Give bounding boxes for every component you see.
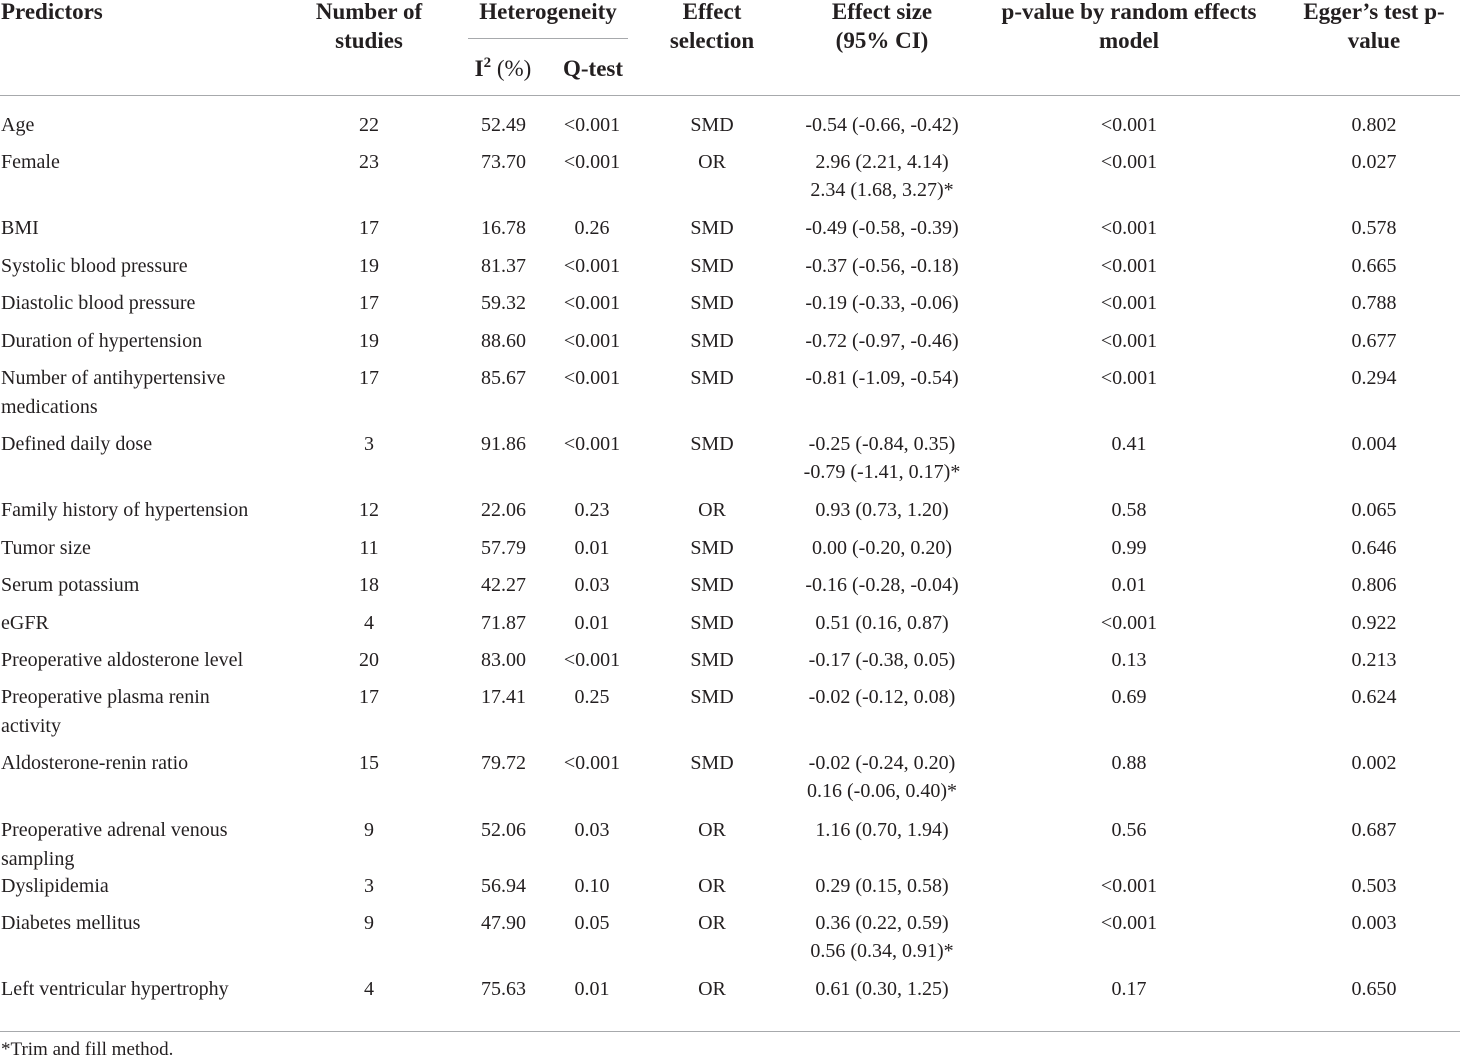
i2-cell: 52.49 <box>481 114 526 136</box>
q-cell: 0.03 <box>574 574 610 596</box>
header-heterogeneity: Heterogeneity <box>479 0 617 24</box>
egger-cell: 0.922 <box>1351 612 1397 634</box>
heterogeneity-rule <box>468 38 628 39</box>
i2-cell: 88.60 <box>481 330 526 352</box>
predictor-cell: Diabetes mellitus <box>1 912 141 934</box>
egger-cell: 0.002 <box>1351 752 1397 774</box>
q-cell: 0.03 <box>574 819 610 841</box>
effect-size-cell: 0.56 (0.34, 0.91)* <box>810 940 954 962</box>
i2-cell: 75.63 <box>481 978 526 1000</box>
n-cell: 3 <box>364 433 374 455</box>
effect-cell: OR <box>698 151 726 173</box>
effect-cell: OR <box>698 499 726 521</box>
effect-size-cell: -0.79 (-1.41, 0.17)* <box>803 461 961 483</box>
n-cell: 3 <box>364 875 374 897</box>
i2-cell: 83.00 <box>481 649 526 671</box>
q-cell: <0.001 <box>563 255 621 277</box>
predictor-cell: Preoperative aldosterone level <box>1 649 244 671</box>
n-cell: 9 <box>364 819 374 841</box>
p-cell: <0.001 <box>1100 330 1158 352</box>
predictor-cell: Duration of hypertension <box>1 330 203 352</box>
n-cell: 4 <box>364 612 374 634</box>
n-cell: 19 <box>359 330 379 352</box>
predictor-cell: Diastolic blood pressure <box>1 292 196 314</box>
effect-size-cell: 0.93 (0.73, 1.20) <box>815 499 949 521</box>
n-cell: 19 <box>359 255 379 277</box>
header-number-of-studies: Number of studies <box>315 0 423 53</box>
p-cell: <0.001 <box>1100 255 1158 277</box>
p-cell: 0.58 <box>1111 499 1147 521</box>
effect-size-cell: -0.19 (-0.33, -0.06) <box>805 292 959 314</box>
effect-cell: SMD <box>690 217 734 239</box>
effect-size-cell: 0.16 (-0.06, 0.40)* <box>807 780 957 802</box>
q-cell: 0.10 <box>574 875 610 897</box>
predictor-cell: Number of antihypertensive medications <box>1 367 226 418</box>
p-cell: 0.13 <box>1111 649 1147 671</box>
i2-cell: 57.79 <box>481 537 526 559</box>
i2-cell: 91.86 <box>481 433 526 455</box>
q-cell: 0.23 <box>574 499 610 521</box>
effect-cell: SMD <box>690 686 734 708</box>
q-cell: <0.001 <box>563 114 621 136</box>
n-cell: 20 <box>359 649 379 671</box>
p-cell: <0.001 <box>1100 114 1158 136</box>
predictor-cell: Preoperative adrenal venous sampling <box>1 819 228 870</box>
p-cell: 0.01 <box>1111 574 1147 596</box>
n-cell: 22 <box>359 114 379 136</box>
effect-size-cell: -0.49 (-0.58, -0.39) <box>805 217 959 239</box>
egger-cell: 0.027 <box>1351 151 1397 173</box>
q-cell: 0.25 <box>574 686 610 708</box>
effect-size-cell: 0.51 (0.16, 0.87) <box>815 612 949 634</box>
egger-cell: 0.213 <box>1351 649 1397 671</box>
egger-cell: 0.294 <box>1351 367 1397 389</box>
p-cell: 0.17 <box>1111 978 1147 1000</box>
p-cell: <0.001 <box>1100 912 1158 934</box>
effect-size-cell: 0.61 (0.30, 1.25) <box>815 978 949 1000</box>
effect-size-cell: -0.02 (-0.24, 0.20) <box>808 752 956 774</box>
egger-cell: 0.806 <box>1351 574 1397 596</box>
effect-cell: SMD <box>690 649 734 671</box>
q-cell: <0.001 <box>563 752 621 774</box>
n-cell: 11 <box>359 537 379 559</box>
n-cell: 9 <box>364 912 374 934</box>
p-cell: <0.001 <box>1100 875 1158 897</box>
p-cell: <0.001 <box>1100 217 1158 239</box>
q-cell: 0.05 <box>574 912 610 934</box>
predictor-cell: Dyslipidemia <box>1 875 109 897</box>
effect-cell: SMD <box>690 114 734 136</box>
effect-size-cell: -0.72 (-0.97, -0.46) <box>805 330 959 352</box>
p-cell: 0.41 <box>1111 433 1147 455</box>
effect-cell: OR <box>698 875 726 897</box>
n-cell: 15 <box>359 752 379 774</box>
egger-cell: 0.065 <box>1351 499 1397 521</box>
egger-cell: 0.624 <box>1351 686 1397 708</box>
i2-cell: 56.94 <box>481 875 526 897</box>
q-cell: 0.26 <box>574 217 610 239</box>
predictor-cell: Defined daily dose <box>1 433 153 455</box>
n-cell: 12 <box>359 499 379 521</box>
header-predictors: Predictors <box>1 0 103 24</box>
predictor-cell: eGFR <box>1 612 49 634</box>
effect-cell: OR <box>698 912 726 934</box>
p-cell: 0.69 <box>1111 686 1147 708</box>
effect-cell: SMD <box>690 255 734 277</box>
table-bottom-rule <box>0 1031 1460 1032</box>
header-bottom-rule <box>0 95 1460 96</box>
p-cell: <0.001 <box>1100 292 1158 314</box>
predictor-cell: Age <box>1 114 35 136</box>
effect-size-cell: 0.00 (-0.20, 0.20) <box>812 537 952 559</box>
effect-cell: OR <box>698 978 726 1000</box>
n-cell: 18 <box>359 574 379 596</box>
i2-cell: 47.90 <box>481 912 526 934</box>
egger-cell: 0.687 <box>1351 819 1397 841</box>
p-cell: <0.001 <box>1100 367 1158 389</box>
header-q-test: Q-test <box>562 56 624 81</box>
effect-size-cell: -0.16 (-0.28, -0.04) <box>805 574 959 596</box>
p-cell: <0.001 <box>1100 612 1158 634</box>
predictor-cell: Tumor size <box>1 537 91 559</box>
i2-cell: 42.27 <box>481 574 526 596</box>
q-cell: 0.01 <box>574 978 610 1000</box>
q-cell: <0.001 <box>563 151 621 173</box>
effect-cell: SMD <box>690 574 734 596</box>
predictor-cell: Female <box>1 151 60 173</box>
p-cell: <0.001 <box>1100 151 1158 173</box>
p-cell: 0.88 <box>1111 752 1147 774</box>
q-cell: <0.001 <box>563 367 621 389</box>
effect-size-cell: -0.17 (-0.38, 0.05) <box>808 649 956 671</box>
n-cell: 17 <box>359 217 379 239</box>
i2-cell: 22.06 <box>481 499 526 521</box>
effect-cell: SMD <box>690 367 734 389</box>
header-effect-selection: Effect selection <box>669 0 755 53</box>
predictor-cell: Systolic blood pressure <box>1 255 188 277</box>
i2-cell: 52.06 <box>481 819 526 841</box>
q-cell: <0.001 <box>563 292 621 314</box>
egger-cell: 0.650 <box>1351 978 1397 1000</box>
n-cell: 4 <box>364 978 374 1000</box>
predictor-cell: BMI <box>1 217 39 239</box>
predictor-cell: Left ventricular hypertrophy <box>1 978 229 1000</box>
egger-cell: 0.788 <box>1351 292 1397 314</box>
header-egger-p: Egger’s test p- value <box>1303 0 1445 53</box>
n-cell: 17 <box>359 367 379 389</box>
n-cell: 23 <box>359 151 379 173</box>
effect-size-cell: -0.02 (-0.12, 0.08) <box>808 686 956 708</box>
q-cell: <0.001 <box>563 649 621 671</box>
i2-cell: 79.72 <box>481 752 526 774</box>
n-cell: 17 <box>359 686 379 708</box>
header-p-random-effects: p-value by random effects model <box>1001 0 1257 53</box>
i2-cell: 16.78 <box>481 217 526 239</box>
effect-size-cell: 0.36 (0.22, 0.59) <box>815 912 949 934</box>
egger-cell: 0.503 <box>1351 875 1397 897</box>
predictor-cell: Family history of hypertension <box>1 499 249 521</box>
effect-size-cell: -0.37 (-0.56, -0.18) <box>805 255 959 277</box>
i2-cell: 81.37 <box>481 255 526 277</box>
predictor-cell: Preoperative plasma renin activity <box>1 686 210 737</box>
i2-cell: 17.41 <box>481 686 526 708</box>
footnote: *Trim and fill method. <box>1 1039 174 1060</box>
effect-cell: SMD <box>690 752 734 774</box>
effect-cell: SMD <box>690 330 734 352</box>
effect-size-cell: -0.81 (-1.09, -0.54) <box>805 367 959 389</box>
predictor-cell: Aldosterone-renin ratio <box>1 752 189 774</box>
predictor-cell: Serum potassium <box>1 574 140 596</box>
i2-cell: 59.32 <box>481 292 526 314</box>
effect-size-cell: 2.34 (1.68, 3.27)* <box>810 179 954 201</box>
i2-cell: 73.70 <box>481 151 526 173</box>
egger-cell: 0.003 <box>1351 912 1397 934</box>
p-cell: 0.56 <box>1111 819 1147 841</box>
effect-size-cell: -0.54 (-0.66, -0.42) <box>805 114 959 136</box>
header-effect-size: Effect size (95% CI) <box>831 0 933 53</box>
q-cell: <0.001 <box>563 330 621 352</box>
q-cell: 0.01 <box>574 612 610 634</box>
q-cell: <0.001 <box>563 433 621 455</box>
egger-cell: 0.578 <box>1351 217 1397 239</box>
effect-cell: SMD <box>690 433 734 455</box>
effect-size-cell: 0.29 (0.15, 0.58) <box>815 875 949 897</box>
effect-cell: SMD <box>690 537 734 559</box>
effect-cell: SMD <box>690 612 734 634</box>
egger-cell: 0.802 <box>1351 114 1397 136</box>
q-cell: 0.01 <box>574 537 610 559</box>
effect-size-cell: 2.96 (2.21, 4.14) <box>815 151 949 173</box>
effect-size-cell: -0.25 (-0.84, 0.35) <box>808 433 956 455</box>
i2-cell: 85.67 <box>481 367 526 389</box>
effect-cell: OR <box>698 819 726 841</box>
egger-cell: 0.677 <box>1351 330 1397 352</box>
egger-cell: 0.646 <box>1351 537 1397 559</box>
n-cell: 17 <box>359 292 379 314</box>
i2-cell: 71.87 <box>481 612 526 634</box>
egger-cell: 0.665 <box>1351 255 1397 277</box>
p-cell: 0.99 <box>1111 537 1147 559</box>
header-i2: $I^2$ (%) <box>474 55 532 81</box>
effect-cell: SMD <box>690 292 734 314</box>
egger-cell: 0.004 <box>1351 433 1397 455</box>
effect-size-cell: 1.16 (0.70, 1.94) <box>815 819 949 841</box>
